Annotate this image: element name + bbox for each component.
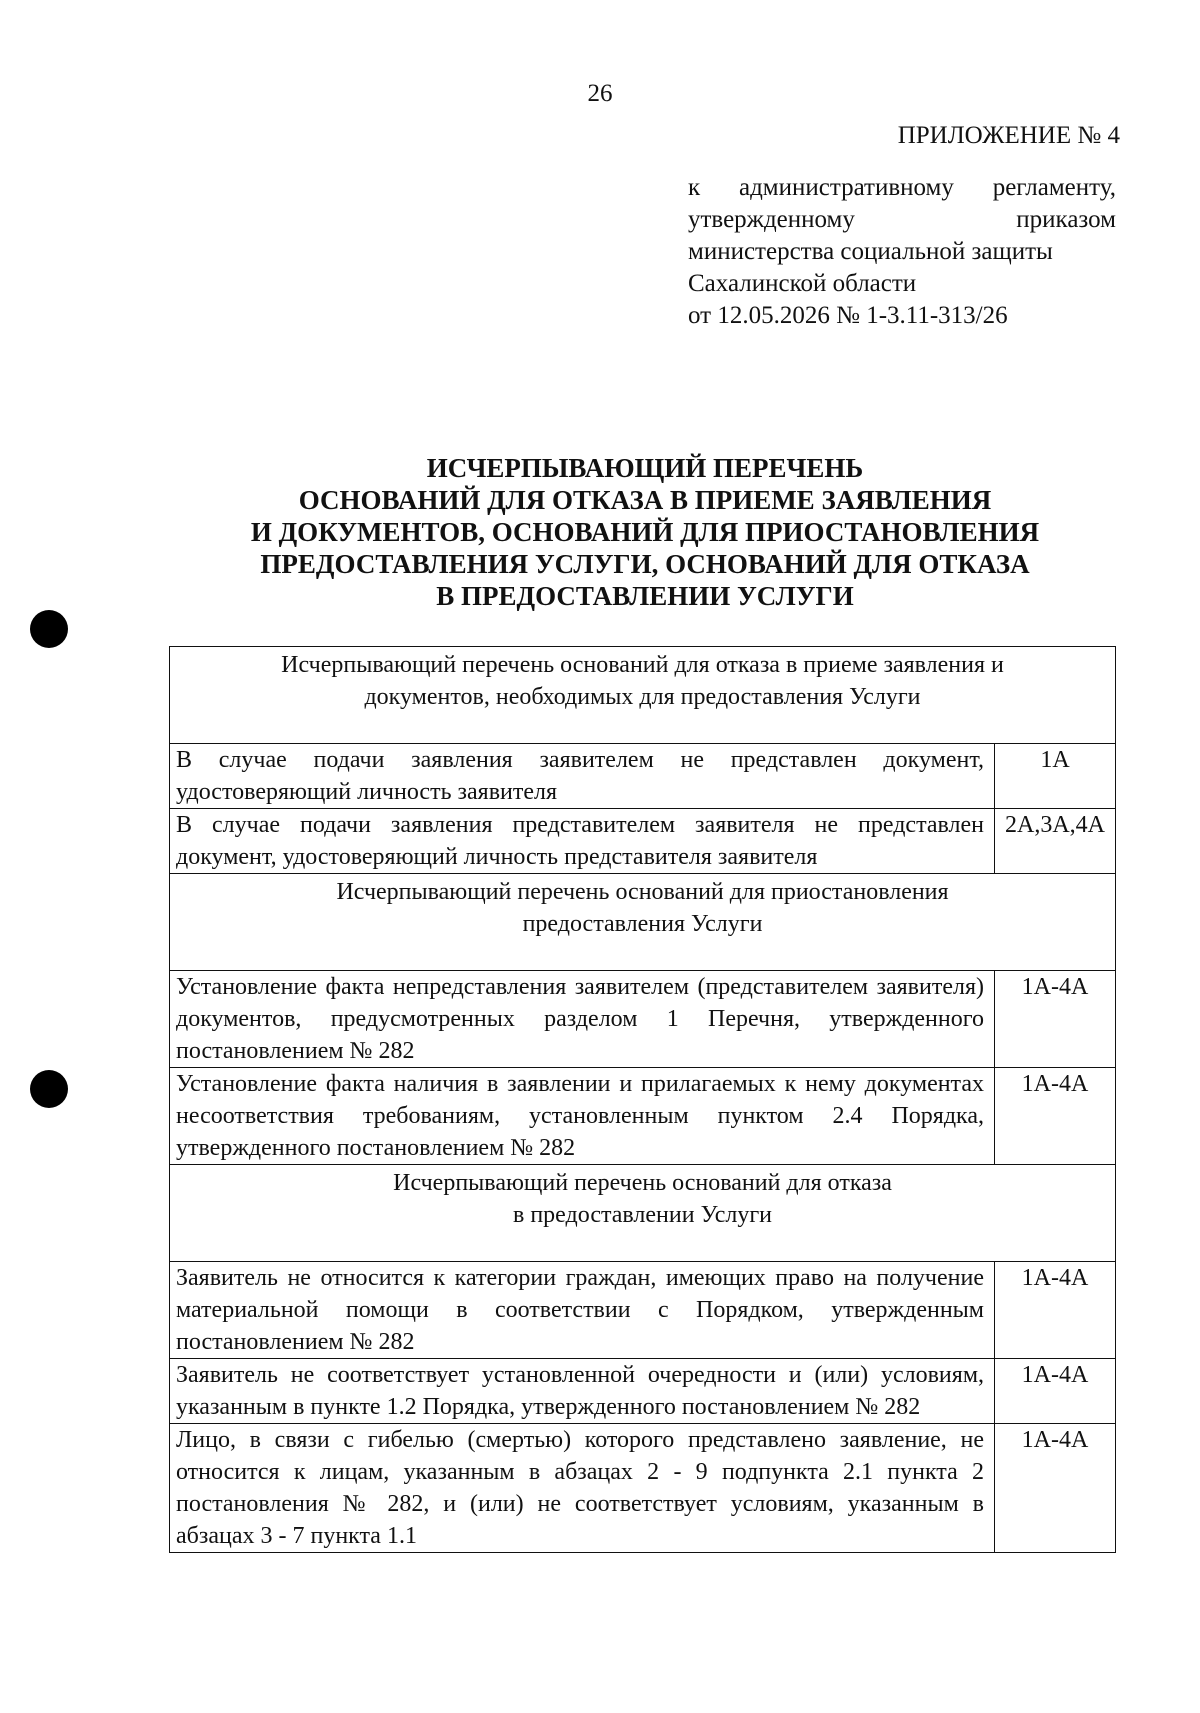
ground-text: Установление факта наличия в заявлении и прилагаемых к нему документах несоответствия требованиям, установленным пунктом 2.4 Порядка, утвержденного постановлением № 282	[170, 1068, 995, 1165]
annex-line: утвержденному приказом	[688, 206, 1116, 233]
ground-code: 1А	[995, 744, 1116, 809]
ground-text: Установление факта непредставления заявителем (представителем заявителя) документов, предусмотренных разделом 1 Перечня, утвержденного постановлением № 282	[170, 971, 995, 1068]
section-heading-row	[170, 647, 1116, 744]
ground-text: В случае подачи заявления заявителем не представлен документ, удостоверяющий личность заявителя	[170, 744, 995, 809]
title-line: ОСНОВАНИЙ ДЛЯ ОТКАЗА В ПРИЕМЕ ЗАЯВЛЕНИЯ	[298, 485, 992, 515]
section-heading	[170, 1165, 1116, 1262]
section-heading-line: Исчерпывающий перечень оснований для отказа	[393, 1170, 892, 1196]
document-title	[150, 452, 1140, 612]
table-row	[170, 1424, 1116, 1553]
ground-code: 1А-4А	[995, 1359, 1116, 1424]
title-line: И ДОКУМЕНТОВ, ОСНОВАНИЙ ДЛЯ ПРИОСТАНОВЛЕНИЯ	[250, 517, 1040, 547]
annex-title: ПРИЛОЖЕНИЕ № 4	[897, 122, 1120, 149]
punch-hole	[30, 1070, 68, 1108]
ground-code: 1А-4А	[995, 1424, 1116, 1553]
ground-code: 1А-4А	[995, 1068, 1116, 1165]
punch-hole	[30, 610, 68, 648]
title-line: ИСЧЕРПЫВАЮЩИЙ ПЕРЕЧЕНЬ	[426, 453, 864, 483]
title-line: В ПРЕДОСТАВЛЕНИИ УСЛУГИ	[436, 581, 854, 611]
table-row	[170, 1359, 1116, 1424]
section-heading-line: предоставления Услуги	[522, 911, 763, 937]
ground-code: 2А,3А,4А	[995, 809, 1116, 874]
title-line: ПРЕДОСТАВЛЕНИЯ УСЛУГИ, ОСНОВАНИЙ ДЛЯ ОТКАЗА	[260, 549, 1030, 579]
page-number: 26	[587, 80, 613, 107]
table-row	[170, 809, 1116, 874]
annex-line: к административному регламенту,	[688, 174, 1116, 201]
annex-line: от 12.05.2026 № 1-3.11-313/26	[688, 302, 1008, 329]
annex-reference	[688, 172, 1116, 332]
ground-code: 1А-4А	[995, 971, 1116, 1068]
grounds-table	[169, 646, 1116, 1553]
table-row	[170, 1068, 1116, 1165]
section-heading-row	[170, 874, 1116, 971]
ground-text: Заявитель не соответствует установленной очередности и (или) условиям, указанным в пункте 1.2 Порядка, утвержденного постановлением № 282	[170, 1359, 995, 1424]
table-row	[170, 971, 1116, 1068]
table-row	[170, 1262, 1116, 1359]
ground-text: В случае подачи заявления представителем заявителя не представлен документ, удостоверяющий личность представителя заявителя	[170, 809, 995, 874]
annex-line: Сахалинской области	[688, 270, 917, 297]
section-heading-row	[170, 1165, 1116, 1262]
section-heading-line: Исчерпывающий перечень оснований для приостановления	[336, 879, 949, 905]
section-heading	[170, 874, 1116, 971]
section-heading-line: Исчерпывающий перечень оснований для отказа в приеме заявления и	[281, 652, 1004, 678]
section-heading-line: документов, необходимых для предоставления Услуги	[364, 684, 921, 710]
annex-line: министерства социальной защиты	[688, 238, 1053, 265]
table-row	[170, 744, 1116, 809]
ground-text: Заявитель не относится к категории граждан, имеющих право на получение материальной помощи в соответствии с Порядком, утвержденным постановлением № 282	[170, 1262, 995, 1359]
ground-text: Лицо, в связи с гибелью (смертью) которого представлено заявление, не относится к лицам, указанным в абзацах 2 - 9 подпункта 2.1 пункта 2 постановления № 282, и (или) не соответствует условиям, указанным в абзацах 3 - 7 пункта 1.1	[170, 1424, 995, 1553]
section-heading	[170, 647, 1116, 744]
ground-code: 1А-4А	[995, 1262, 1116, 1359]
section-heading-line: в предоставлении Услуги	[513, 1202, 773, 1228]
